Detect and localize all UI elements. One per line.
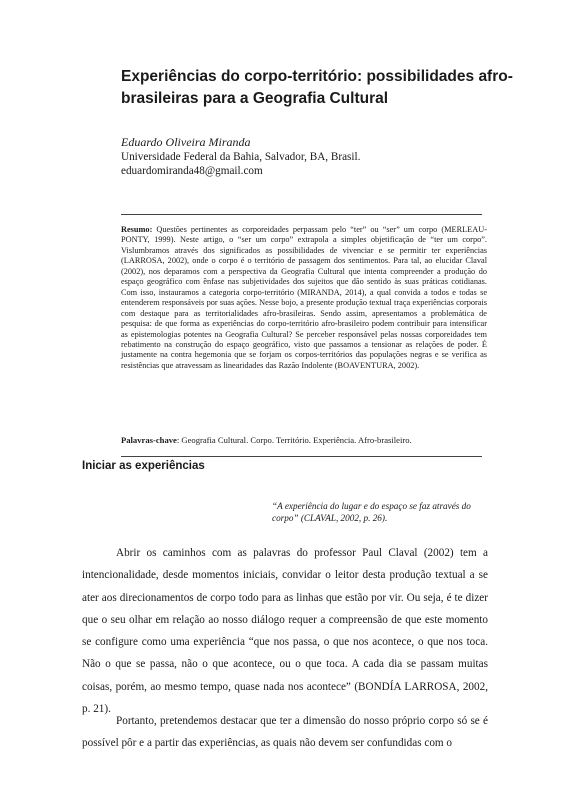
- abstract-label: Resumo:: [121, 225, 153, 234]
- author-name: Eduardo Oliveira Miranda: [121, 135, 251, 149]
- section-heading: Iniciar as experiências: [82, 460, 205, 472]
- bottom-divider: [121, 456, 482, 457]
- body-paragraph: Abrir os caminhos com as palavras do professor Paul Claval (2002) tem a intencionalidade, desde momentos iniciais, convidar o leitor desta produção textual a se ater aos direcionamentos de corpo todo para as linhas que estão por vir. Ou seja, é te dizer que o seu olhar em relação ao nosso diálogo requer a compreensão de que este momento se configure como uma experiência “que nos passa, o que nos acontece, o que nos toca. Não o que se passa, não o que acontece, ou o que toca. A cada dia se passam muitas coisas, porém, ao mesmo tempo, quase nada nos acontece” (BONDÍA LARROSA, 2002, p. 21).: [82, 547, 488, 716]
- author-block: [121, 135, 521, 179]
- paper-title: Experiências do corpo-território: possibilidades afro-brasileiras para a Geografia Cultural: [121, 68, 513, 107]
- keywords-text: : Geografia Cultural. Corpo. Território. Experiência. Afro-brasileiro.: [176, 435, 412, 445]
- body-paragraph: Portanto, pretendemos destacar que ter a dimensão do nosso próprio corpo só se é possível pôr e a partir das experiências, as quais não devem ser confundidas com o: [82, 715, 488, 750]
- keywords: [121, 435, 487, 446]
- epigraph-quote: “A experiência do lugar e do espaço se faz através do corpo” (CLAVAL, 2002, p. 26).: [272, 501, 471, 523]
- abstract: [121, 225, 487, 371]
- abstract-text: Questões pertinentes as corporeidades perpassam pelo “ter” ou “ser” um corpo (MERLEAU-PONTY, 1999). Neste artigo, o “ser um corpo” extrapola a simples objetificação de “ter um corpo”. Vislumbramos através dos significados as possibilidades de vivenciar e se permitir ter experiências (LARROSA, 2002), onde o corpo é o território de passagem dos sentimentos. Para tal, ao elucidar Claval (2002), nos deparamos com a perspectiva da Geografia Cultural que intenta compreender a produção do espaço geográfico com ênfase nas subjetividades dos sujeitos que dão sentido às suas práticas cotidianas. Com isso, instauramos a categoria corpo-território (MIRANDA, 2014), a qual convida a todos e todas se entenderem responsáveis por suas ações. Nesse bojo, a presente produção textual traça experiências corporais com destaque para as territorialidades afro-brasileiras. Sendo assim, apresentamos a problemática de pesquisa: de que forma as experiências do corpo-território afro-brasileiro podem contribuir para intensificar as epistemologias potentes na Geografia Cultural? Se perceber responsável pelas nossas corporeidades tem rebatimento na construção do espaço geográfico, visto que passamos a tensionar as relações de poder. É justamente na contra hegemonia que se forjam os corpos-territórios das populações negras e se verifica as resistências que atravessam as linearidades das Razão Indolente (BOAVENTURA, 2002).: [121, 225, 487, 370]
- author-affiliation: Universidade Federal da Bahia, Salvador, BA, Brasil.: [121, 150, 361, 163]
- top-divider: [121, 214, 482, 215]
- author-email: eduardomiranda48@gmail.com: [121, 165, 263, 177]
- keywords-label: Palavras-chave: [121, 435, 177, 445]
